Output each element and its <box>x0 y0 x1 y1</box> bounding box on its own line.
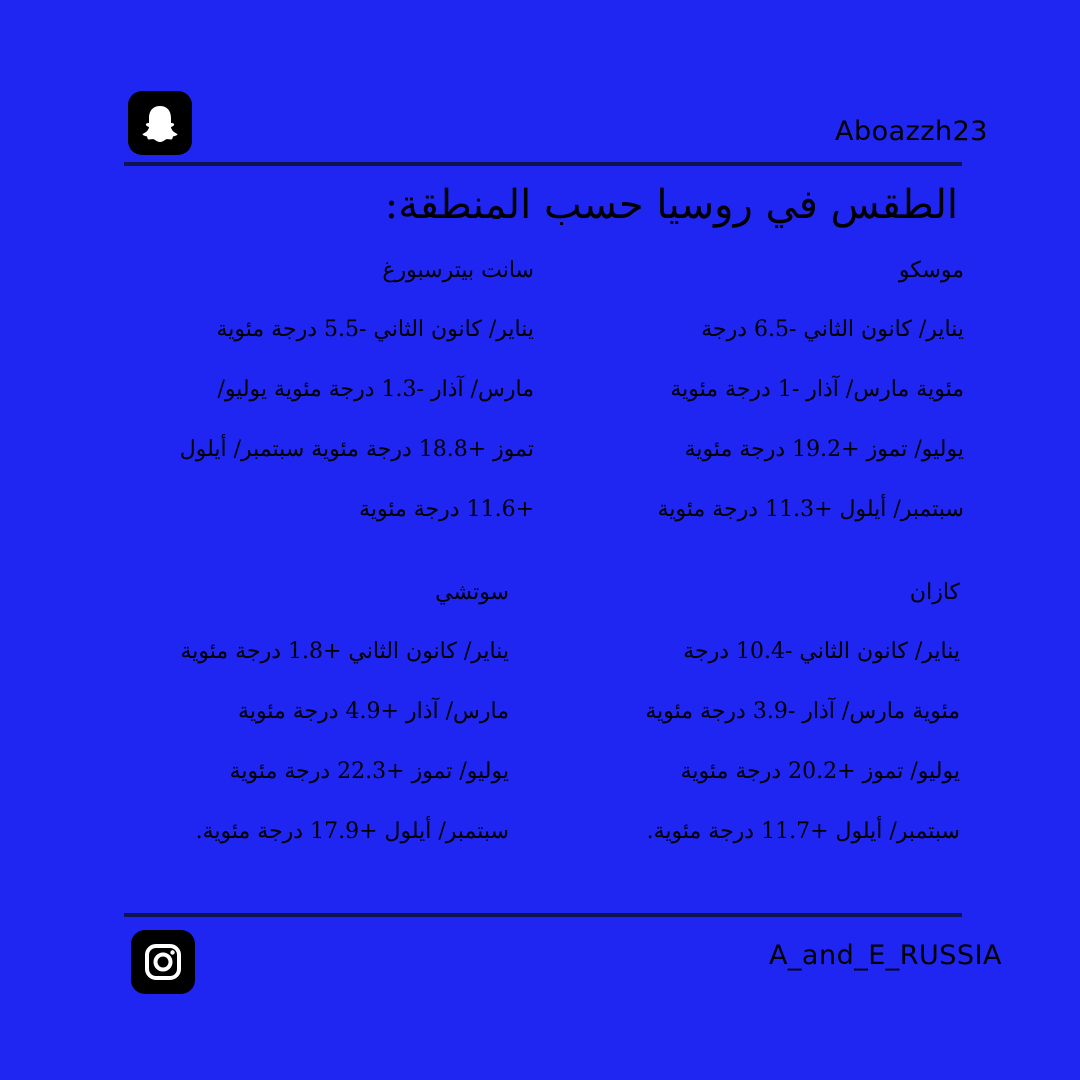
weather-line: مئوية مارس/ آذار -3.9 درجة مئوية <box>645 699 960 724</box>
bottom-divider <box>124 913 962 917</box>
city-name: سانت بيترسبورغ <box>382 258 534 283</box>
weather-line: يوليو/ تموز +22.3 درجة مئوية <box>229 759 509 784</box>
snapchat-handle: Aboazzh23 <box>835 116 988 147</box>
city-block-kazan <box>645 564 960 862</box>
weather-line: مئوية مارس/ آذار -1 درجة مئوية <box>670 377 964 402</box>
instagram-button[interactable] <box>131 930 195 994</box>
city-block-moscow <box>658 242 964 540</box>
weather-line: يناير/ كانون الثاني -5.5 درجة مئوية <box>216 317 534 342</box>
weather-line: مارس/ آذار -1.3 درجة مئوية يوليو/ <box>217 377 534 402</box>
weather-line: يناير/ كانون الثاني -6.5 درجة <box>701 317 964 342</box>
city-block-saint-petersburg <box>180 242 534 540</box>
city-block-sochi <box>180 564 509 862</box>
weather-line: يوليو/ تموز +20.2 درجة مئوية <box>680 759 960 784</box>
weather-line: سبتمبر/ أيلول +11.7 درجة مئوية. <box>646 819 960 844</box>
instagram-icon <box>142 941 184 983</box>
city-name: كازان <box>909 580 960 605</box>
weather-line: سبتمبر/ أيلول +17.9 درجة مئوية. <box>195 819 509 844</box>
weather-line: سبتمبر/ أيلول +11.3 درجة مئوية <box>657 497 964 522</box>
page-title: الطقس في روسيا حسب المنطقة: <box>384 182 958 228</box>
snapchat-icon[interactable] <box>128 91 192 155</box>
weather-line: يوليو/ تموز +19.2 درجة مئوية <box>684 437 964 462</box>
weather-line: يناير/ كانون الثاني +1.8 درجة مئوية <box>180 639 509 664</box>
weather-line: يناير/ كانون الثاني -10.4 درجة <box>683 639 960 664</box>
instagram-handle: A_and_E_RUSSIA <box>768 940 1002 971</box>
city-name: موسكو <box>898 258 964 283</box>
weather-line: +11.6 درجة مئوية <box>359 497 534 522</box>
weather-line: مارس/ آذار +4.9 درجة مئوية <box>238 699 509 724</box>
weather-line: تموز +18.8 درجة مئوية سبتمبر/ أيلول <box>179 437 534 462</box>
top-divider <box>124 162 962 166</box>
city-name: سوتشي <box>435 580 509 605</box>
snapchat-ghost-icon <box>137 100 183 146</box>
